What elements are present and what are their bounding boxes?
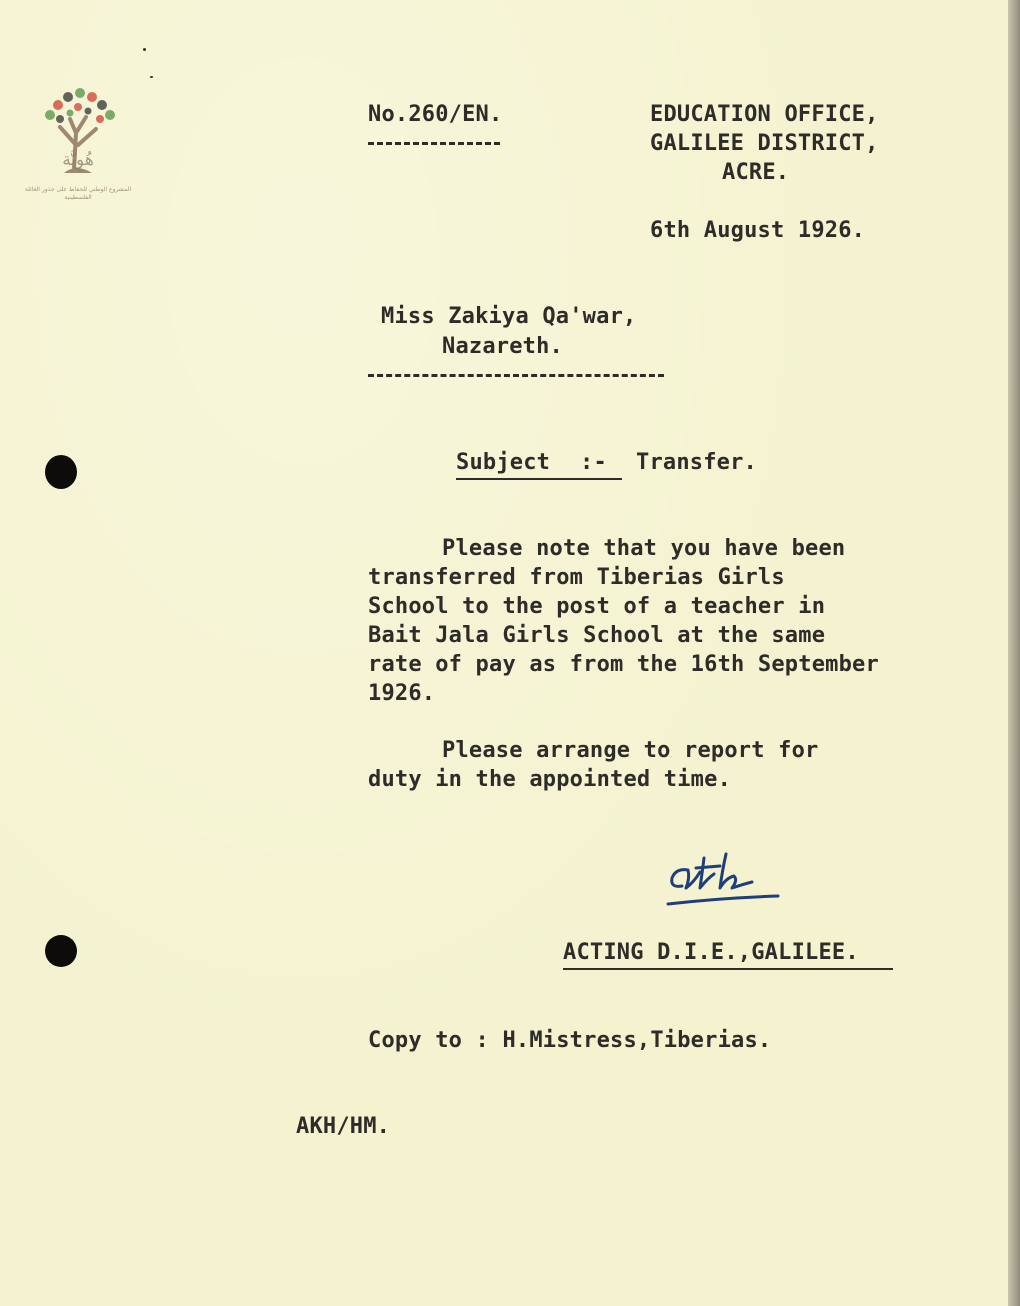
subject-separator: :- — [580, 450, 607, 475]
signatory-title: ACTING D.I.E.,GALILEE. — [563, 940, 859, 965]
body-line: Please arrange to report for — [442, 738, 819, 763]
reference-underline — [368, 142, 500, 145]
punch-hole — [45, 935, 77, 967]
subject-text: Transfer. — [636, 450, 758, 475]
body-line: School to the post of a teacher in — [368, 594, 826, 619]
body-line: 1926. — [368, 681, 436, 706]
logo-name: هُوِيَّة — [62, 150, 94, 170]
signatory-underline — [563, 968, 893, 970]
reference-number: No.260/EN. — [368, 102, 503, 127]
office-line-1: EDUCATION OFFICE, — [650, 102, 879, 127]
body-line: rate of pay as from the 16th September — [368, 652, 879, 677]
page-edge — [1008, 0, 1020, 1306]
recipient-name: Miss Zakiya Qa'war, — [381, 304, 637, 329]
letter-date: 6th August 1926. — [650, 218, 866, 243]
ink-speck — [150, 76, 153, 78]
recipient-underline — [368, 374, 664, 377]
body-line: transferred from Tiberias Girls — [368, 565, 785, 590]
handwritten-signature — [660, 848, 790, 912]
body-line: duty in the appointed time. — [368, 767, 732, 792]
office-line-2: GALILEE DISTRICT, — [650, 131, 879, 156]
logo-caption: المشروع الوطني للحفاظ على جذور العائلة الفلسطينية — [24, 186, 132, 201]
subject-label: Subject — [456, 450, 551, 475]
copy-to-line: Copy to : H.Mistress,Tiberias. — [368, 1028, 772, 1053]
office-line-3: ACRE. — [722, 160, 790, 185]
punch-hole — [45, 455, 77, 489]
typist-initials: AKH/HM. — [296, 1114, 391, 1139]
body-line: Please note that you have been — [442, 536, 846, 561]
ink-speck — [143, 48, 146, 51]
subject-underline — [456, 478, 622, 480]
body-line: Bait Jala Girls School at the same — [368, 623, 826, 648]
recipient-town: Nazareth. — [442, 334, 564, 359]
